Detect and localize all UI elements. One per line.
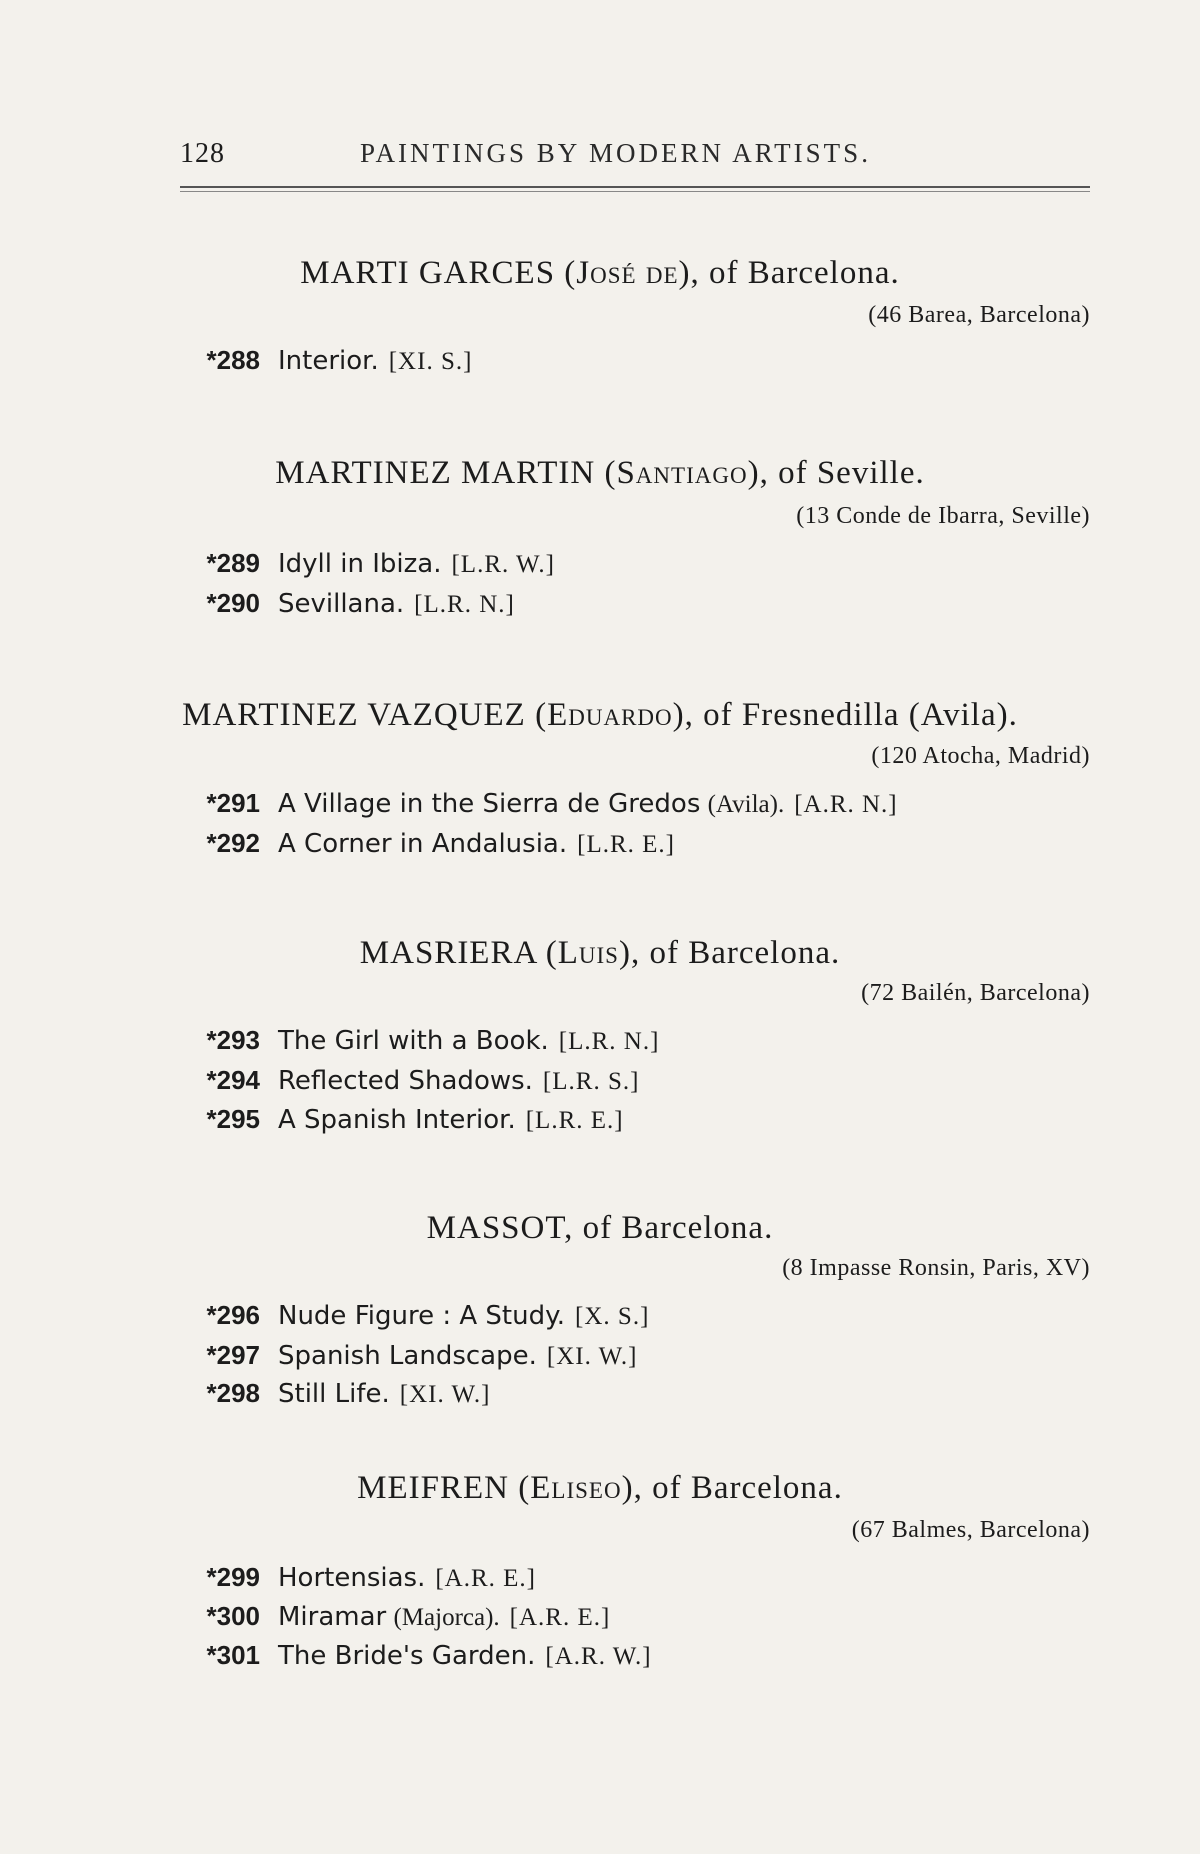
artist-heading: MARTINEZ MARTIN (Santiago), of Seville. xyxy=(275,455,925,491)
catalogue-entry xyxy=(170,788,898,819)
entry-number: *291 xyxy=(206,788,260,818)
entry-number: *292 xyxy=(206,828,260,858)
catalogue-entry xyxy=(170,345,472,376)
entry-title: Spanish Landscape. xyxy=(278,1341,537,1371)
entry-number: *301 xyxy=(206,1640,260,1670)
entry-title: Hortensias. xyxy=(278,1563,426,1593)
artist-origin: , of Fresnedilla (Avila). xyxy=(684,697,1018,733)
page-header xyxy=(180,138,1090,178)
artist-origin: , of Barcelona. xyxy=(633,1470,843,1506)
catalogue-entry xyxy=(170,1065,639,1096)
artist-surname: MEIFREN xyxy=(357,1470,509,1506)
entry-ref: [L.R. N.] xyxy=(558,1028,660,1055)
artist-surname: MARTI GARCES xyxy=(300,255,556,291)
artist-origin: , of Barcelona. xyxy=(630,935,841,971)
artist-origin: , of Barcelona. xyxy=(690,255,900,291)
artist-address: (120 Atocha, Madrid) xyxy=(871,743,1090,769)
entry-ref: [L.R. N.] xyxy=(414,591,515,618)
artist-address: (8 Impasse Ronsin, Paris, XV) xyxy=(782,1255,1090,1281)
header-rule xyxy=(180,186,1090,188)
entry-ref: [L.R. E.] xyxy=(525,1107,624,1134)
entry-title: A Village in the Sierra de Gredos xyxy=(278,789,701,819)
entry-title: A Spanish Interior. xyxy=(278,1105,516,1135)
entry-number: *294 xyxy=(206,1065,260,1095)
artist-address: (13 Conde de Ibarra, Seville) xyxy=(796,503,1090,529)
entry-title: The Girl with a Book. xyxy=(278,1026,549,1056)
entry-ref: [A.R. W.] xyxy=(545,1643,652,1670)
entry-ref: [A.R. E.] xyxy=(509,1604,611,1631)
artist-address: (72 Bailén, Barcelona) xyxy=(861,980,1090,1006)
catalogue-entry xyxy=(170,1104,624,1135)
artist-surname: MASSOT xyxy=(426,1210,565,1246)
artist-heading xyxy=(0,1210,1200,1247)
artist-heading: MEIFREN (Eliseo), of Barcelona. xyxy=(357,1470,843,1506)
entry-number: *289 xyxy=(206,548,260,578)
artist-given-name: Eliseo xyxy=(530,1470,622,1506)
entry-ref: [A.R. E.] xyxy=(435,1565,536,1592)
artist-given-name: Eduardo xyxy=(547,697,673,733)
entry-ref: [A.R. N.] xyxy=(794,791,898,818)
artist-surname: MARTINEZ MARTIN xyxy=(275,455,596,491)
header-rule-thin xyxy=(180,191,1090,192)
entry-number: *296 xyxy=(206,1300,260,1330)
artist-surname: MASRIERA xyxy=(359,935,537,971)
artist-origin: , of Seville. xyxy=(759,455,925,491)
page-number: 128 xyxy=(180,138,225,169)
artist-address: (46 Barea, Barcelona) xyxy=(868,302,1090,328)
catalogue-entry xyxy=(170,588,515,619)
entry-ref: [L.R. W.] xyxy=(451,551,555,578)
entry-ref: [XI. W.] xyxy=(546,1343,638,1370)
catalogue-entry xyxy=(170,1300,649,1331)
catalogue-entry xyxy=(170,1340,638,1371)
catalogue-entry xyxy=(170,1378,490,1409)
entry-title: Reflected Shadows. xyxy=(278,1066,533,1096)
entry-number: *293 xyxy=(206,1025,260,1055)
entry-number: *299 xyxy=(206,1562,260,1592)
artist-address: (67 Balmes, Barcelona) xyxy=(851,1517,1090,1543)
entry-title: Still Life. xyxy=(278,1379,390,1409)
entry-title: Nude Figure : A Study. xyxy=(278,1301,566,1331)
catalogue-entry xyxy=(170,1562,536,1593)
entry-title: Idyll in Ibiza. xyxy=(278,549,442,579)
entry-number: *295 xyxy=(206,1104,260,1134)
entry-ref: [XI. S.] xyxy=(388,348,473,375)
artist-given-name: Santiago xyxy=(616,455,748,491)
entry-ref: [L.R. S.] xyxy=(542,1068,640,1095)
artist-surname: MARTINEZ VAZQUEZ xyxy=(182,697,526,733)
catalogue-entry xyxy=(170,1601,610,1632)
artist-origin: , of Barcelona. xyxy=(564,1210,774,1246)
entry-title: Interior. xyxy=(278,346,379,376)
catalogue-entry xyxy=(170,1025,659,1056)
entry-ref: [XI. W.] xyxy=(399,1381,491,1408)
entry-title: A Corner in Andalusia. xyxy=(278,829,568,859)
running-title: PAINTINGS BY MODERN ARTISTS. xyxy=(360,138,871,168)
entry-ref: [L.R. E.] xyxy=(577,831,675,858)
entry-location: (Avila). xyxy=(707,791,785,818)
entry-location: (Majorca). xyxy=(393,1604,500,1631)
entry-title: The Bride's Garden. xyxy=(278,1641,536,1671)
catalogue-entry xyxy=(170,1640,652,1671)
entry-number: *290 xyxy=(206,588,260,618)
entry-ref: [X. S.] xyxy=(575,1303,650,1330)
entry-number: *288 xyxy=(206,345,260,375)
artist-heading: MARTI GARCES (José de), of Barcelona. xyxy=(300,255,900,291)
entry-number: *298 xyxy=(206,1378,260,1408)
entry-number: *300 xyxy=(206,1601,260,1631)
artist-heading: MARTINEZ VAZQUEZ (Eduardo), of Fresnedilla (Avila). xyxy=(182,697,1018,733)
artist-given-name: José de xyxy=(576,255,679,291)
catalogue-entry xyxy=(170,828,675,859)
catalogue-entry xyxy=(170,548,555,579)
entry-title: Sevillana. xyxy=(278,589,405,619)
artist-given-name: Luis xyxy=(557,935,619,971)
artist-heading: MASRIERA (Luis), of Barcelona. xyxy=(359,935,841,971)
entry-title: Miramar xyxy=(278,1602,387,1632)
entry-number: *297 xyxy=(206,1340,260,1370)
